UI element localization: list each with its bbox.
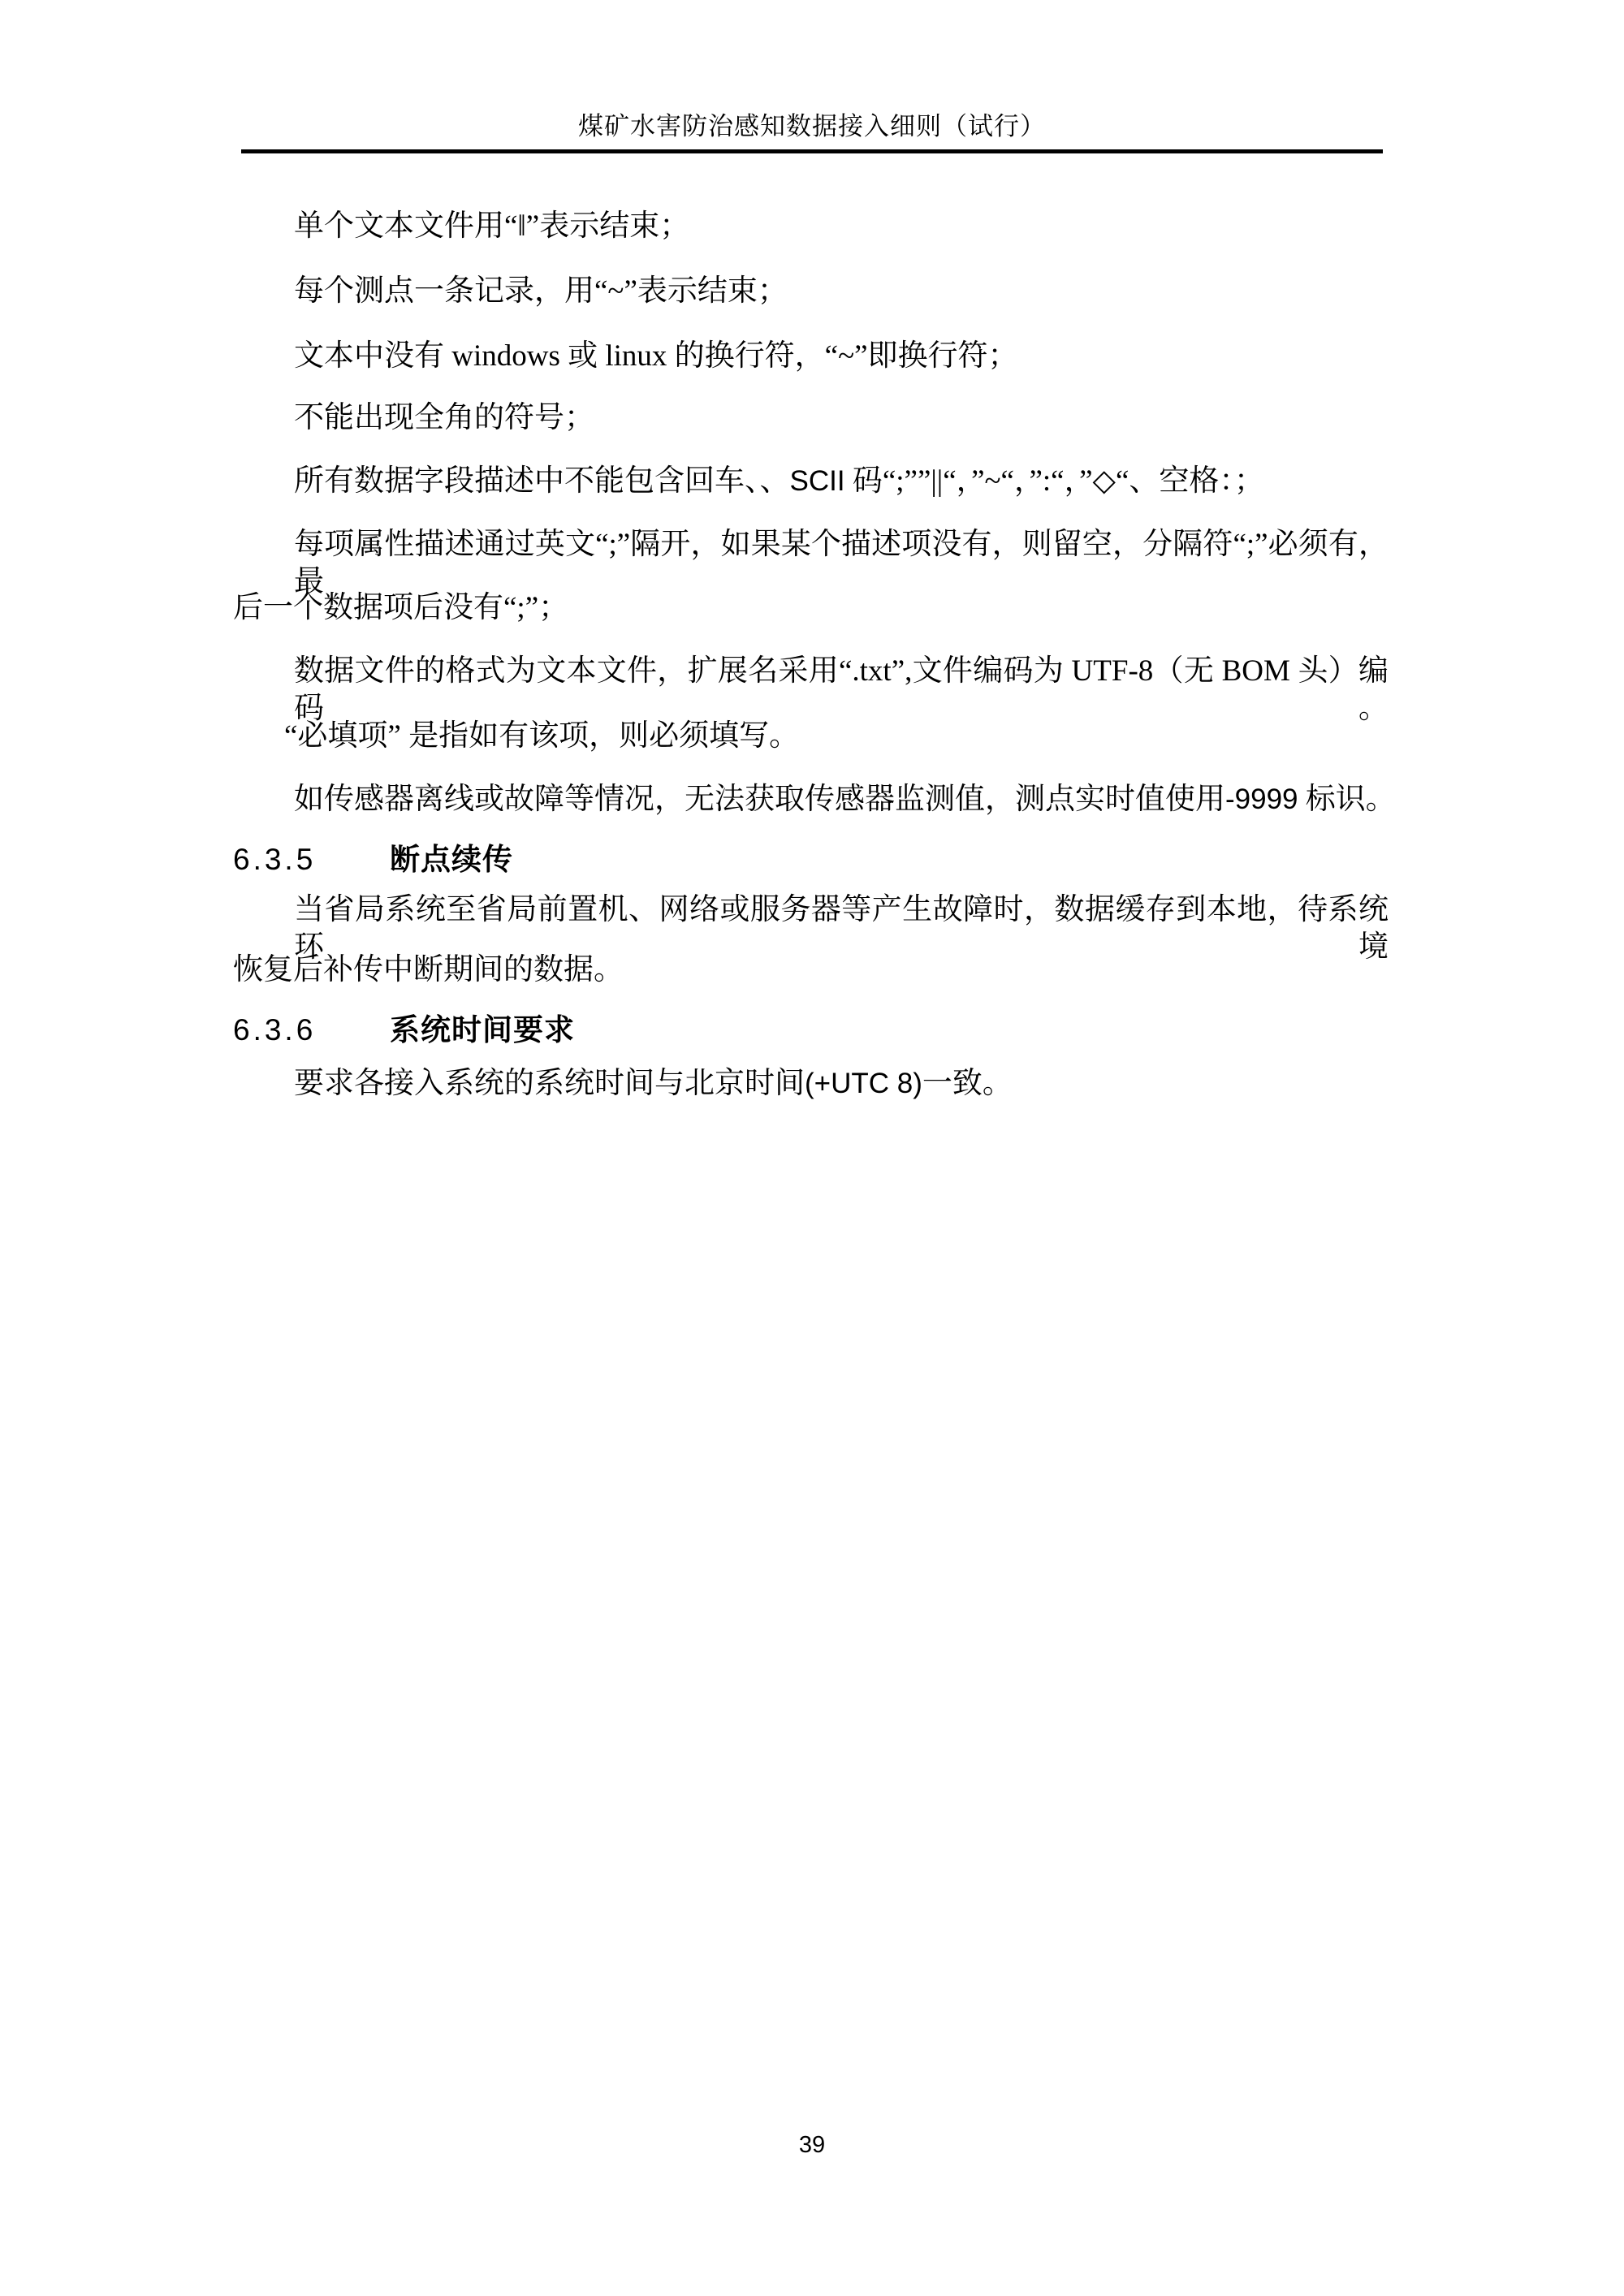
line-text: 要求各接入系统的系统时间与北京时间	[294, 1067, 805, 1100]
line-code-text: (+UTC 8)	[805, 1068, 922, 1099]
line-text: 一致。	[922, 1067, 1013, 1100]
paragraph-line	[284, 718, 799, 755]
paragraph-line	[294, 273, 788, 310]
line-text: 所有数据字段描述中不能包含回车、、	[294, 464, 790, 498]
line-text: 当省局系统至省局前置机、网络或服务器等产生故障时，数据缓存到本地，待系统环境	[294, 893, 1389, 964]
section-number: 6.3.6	[233, 1013, 317, 1047]
paragraph-line	[294, 781, 1396, 818]
section-heading-6-3-5	[233, 841, 513, 878]
paragraph-line	[233, 952, 624, 989]
page-header-title: 煤矿水害防治感知数据接入细则（试行）	[578, 112, 1046, 140]
paragraph-line	[294, 399, 594, 437]
paragraph-line	[294, 208, 689, 245]
line-text: 标识。	[1298, 783, 1396, 816]
line-text: 每个测点一条记录，用“~”表示结束；	[294, 274, 788, 308]
line-text: 文本中没有 windows 或 linux 的换行符，“~”即换行符；	[294, 339, 1018, 373]
paragraph-line	[233, 589, 568, 627]
line-code-text: SCII	[789, 465, 845, 497]
line-text: 码“;””||“，”~“，”:“，”◇“、空格：；	[844, 464, 1264, 498]
section-number: 6.3.5	[233, 843, 317, 876]
page-number: 39	[798, 2132, 826, 2158]
line-text: 单个文本文件用“‖”表示结束；	[294, 209, 690, 243]
line-text: 如传感器离线或故障等情况，无法获取传感器监测值，测点实时值使用	[294, 783, 1225, 816]
line-code-text: -9999	[1225, 783, 1298, 815]
paragraph-line	[294, 653, 1389, 727]
line-text: 后一个数据项后没有“;”；	[233, 591, 569, 624]
section-title: 系统时间要求	[390, 1013, 575, 1047]
header-divider	[241, 149, 1383, 153]
line-text: 不能出现全角的符号；	[294, 401, 594, 434]
section-title: 断点续传	[390, 843, 513, 876]
paragraph-line	[294, 338, 1018, 375]
section-heading-6-3-6	[233, 1012, 575, 1049]
line-text: 每项属性描述通过英文“;”隔开，如果某个描述项没有，则留空，分隔符“;”必须有，最	[294, 528, 1389, 598]
paragraph-line	[294, 463, 1264, 500]
paragraph-line	[294, 1065, 1013, 1103]
line-text: “必填项” 是指如有该项，则必须填写。	[284, 719, 800, 753]
line-text: 数据文件的格式为文本文件，扩展名采用“.txt”,文件编码为 UTF-8（无 BOM 头）编码。	[294, 654, 1389, 725]
line-text: 恢复后补传中断期间的数据。	[233, 953, 624, 986]
